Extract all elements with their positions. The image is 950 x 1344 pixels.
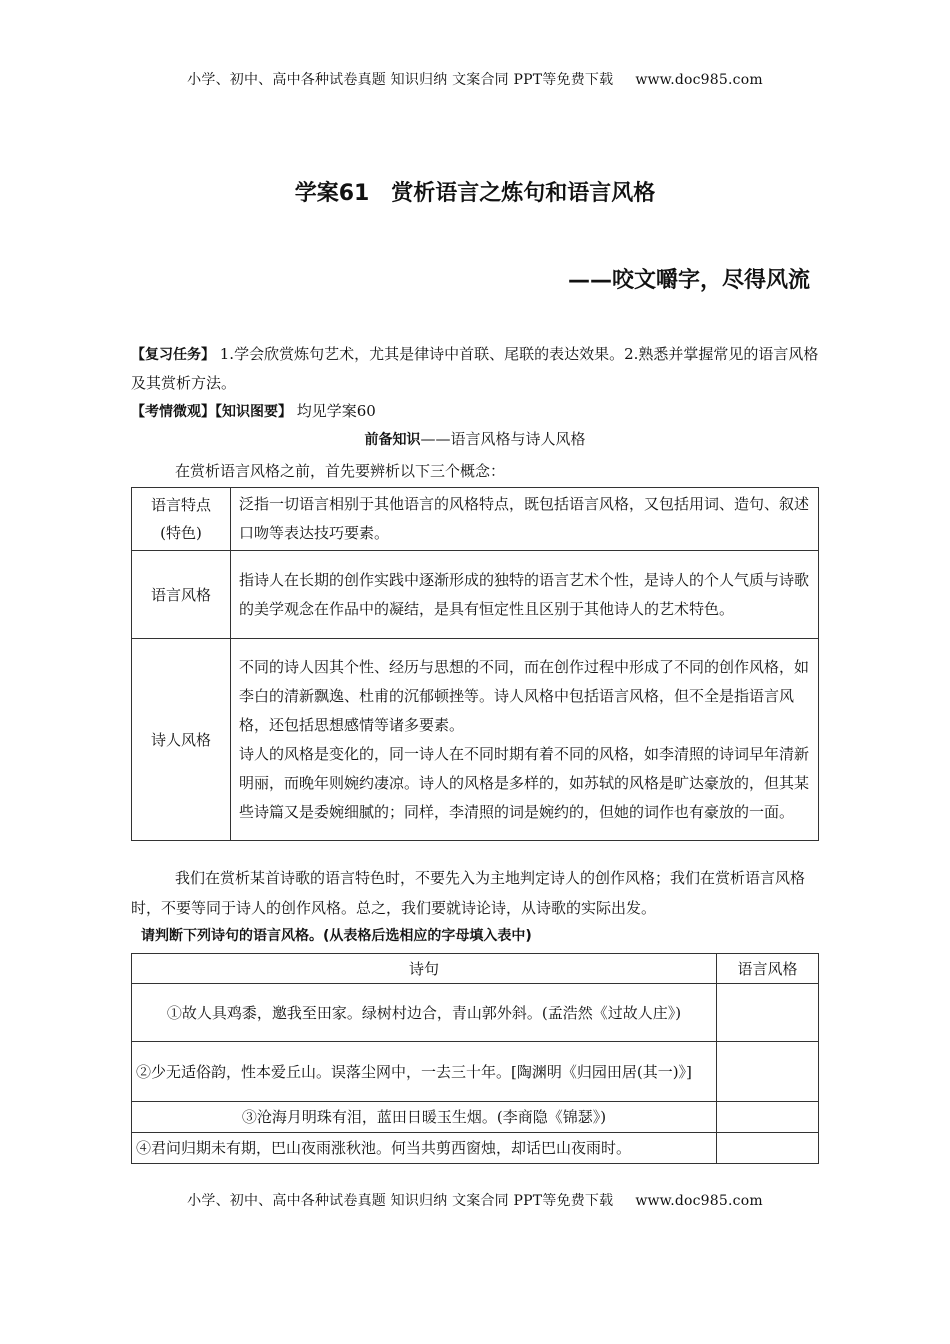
concept-label xyxy=(132,551,231,639)
prereq-heading xyxy=(0,428,950,449)
table-row xyxy=(132,551,819,639)
footer-site-link[interactable]: www.doc985.com xyxy=(635,1193,763,1209)
concept-desc xyxy=(231,639,819,841)
concepts-table xyxy=(131,487,819,841)
poem-cell: ④君问归期未有期，巴山夜雨涨秋池。何当共剪西窗烛，却话巴山夜雨时。 xyxy=(132,1133,717,1164)
poem-cell: ③沧海月明珠有泪，蓝田日暖玉生烟。(李商隐《锦瑟》) xyxy=(132,1102,717,1133)
table-row xyxy=(132,1133,819,1164)
style-answer-cell[interactable] xyxy=(717,1102,819,1133)
concept-label-line: (特色) xyxy=(160,524,202,542)
exam-tag: 【考情微观】【知识图要】 xyxy=(131,404,292,420)
concept-paragraph: 指诗人在长期的创作实践中逐渐形成的独特的语言艺术个性，是诗人的个人气质与诗歌的美学观念在作品中的凝结，是具有恒定性且区别于其他诗人的艺术特色。 xyxy=(239,570,810,618)
exam-text: 均见学案60 xyxy=(292,402,376,420)
concept-label xyxy=(132,639,231,841)
concept-label xyxy=(132,488,231,551)
table-row xyxy=(132,984,819,1042)
poem-cell: ①故人具鸡黍，邀我至田家。绿树村边合，青山郭外斜。(孟浩然《过故人庄》) xyxy=(132,984,717,1042)
intro-text: 在赏析语言风格之前，首先要辨析以下三个概念： xyxy=(175,462,506,480)
review-task xyxy=(131,340,819,397)
table-row xyxy=(132,1042,819,1102)
table-header-row xyxy=(132,954,819,984)
style-answer-cell[interactable] xyxy=(717,984,819,1042)
concept-paragraph: 泛指一切语言相别于其他语言的风格特点，既包括语言风格，又包括用词、造句、叙述口吻等表达技巧要素。 xyxy=(239,495,810,542)
note-paragraph xyxy=(131,863,819,923)
prereq-text: ——语言风格与诗人风格 xyxy=(420,430,586,448)
header-text: 小学、初中、高中各种试卷真题 知识归纳 文案合同 PPT等免费下载 xyxy=(187,72,614,88)
page-subtitle: ——咬文嚼字，尽得风流 xyxy=(567,268,810,293)
table-row xyxy=(132,639,819,841)
header-site-link[interactable]: www.doc985.com xyxy=(635,72,763,88)
concept-label-line: 语言特点 xyxy=(150,496,211,514)
review-tag: 【复习任务】 xyxy=(131,347,215,363)
concept-desc xyxy=(231,488,819,551)
prereq-bold: 前备知识 xyxy=(364,432,421,448)
table-row xyxy=(132,488,819,551)
concept-paragraph: 诗人的风格是变化的，同一诗人在不同时期有着不同的风格，如李清照的诗词早年清新明丽，而晚年则婉约凄凉。诗人的风格是多样的，如苏轼的风格是旷达豪放的，但其某些诗篇又是委婉细腻的；同样，李清照的词是婉约的，但她的词作也有豪放的一面。 xyxy=(239,744,810,821)
concept-paragraph: 不同的诗人因其个性、经历与思想的不同，而在创作过程中形成了不同的创作风格，如李白的清新飘逸、杜甫的沉郁顿挫等。诗人风格中包括语言风格，但不全是指语言风格，还包括思想感情等诸多要素。 xyxy=(239,657,810,734)
poem-cell: ②少无适俗韵，性本爱丘山。误落尘网中，一去三十年。[陶渊明《归园田居(其一)》] xyxy=(132,1042,717,1102)
page-footer xyxy=(0,1190,950,1210)
table-row xyxy=(132,1102,819,1133)
footer-text: 小学、初中、高中各种试卷真题 知识归纳 文案合同 PPT等免费下载 xyxy=(187,1193,614,1209)
col-style-header: 语言风格 xyxy=(717,954,819,984)
style-answer-cell[interactable] xyxy=(717,1042,819,1102)
concept-desc xyxy=(231,551,819,639)
page-title: 学案61 赏析语言之炼句和语言风格 xyxy=(294,181,656,206)
style-answer-cell[interactable] xyxy=(717,1133,819,1164)
exam-info xyxy=(131,397,819,426)
col-poem-header: 诗句 xyxy=(132,954,717,984)
review-text: 1.学会欣赏炼句艺术，尤其是律诗中首联、尾联的表达效果。2.熟悉并掌握常见的语言风格及其赏析方法。 xyxy=(131,345,819,392)
concept-label-line: 语言风格 xyxy=(150,585,211,604)
poems-table xyxy=(131,953,819,1164)
page-header xyxy=(0,69,950,89)
note-text: 我们在赏析某首诗歌的语言特色时，不要先入为主地判定诗人的创作风格；我们在赏析语言风格时，不要等同于诗人的创作风格。总之，我们要就诗论诗，从诗歌的实际出发。 xyxy=(131,869,806,917)
concept-label-line: 诗人风格 xyxy=(150,730,211,749)
judge-instruction: 请判断下列诗句的语言风格。(从表格后选相应的字母填入表中) xyxy=(141,928,532,944)
